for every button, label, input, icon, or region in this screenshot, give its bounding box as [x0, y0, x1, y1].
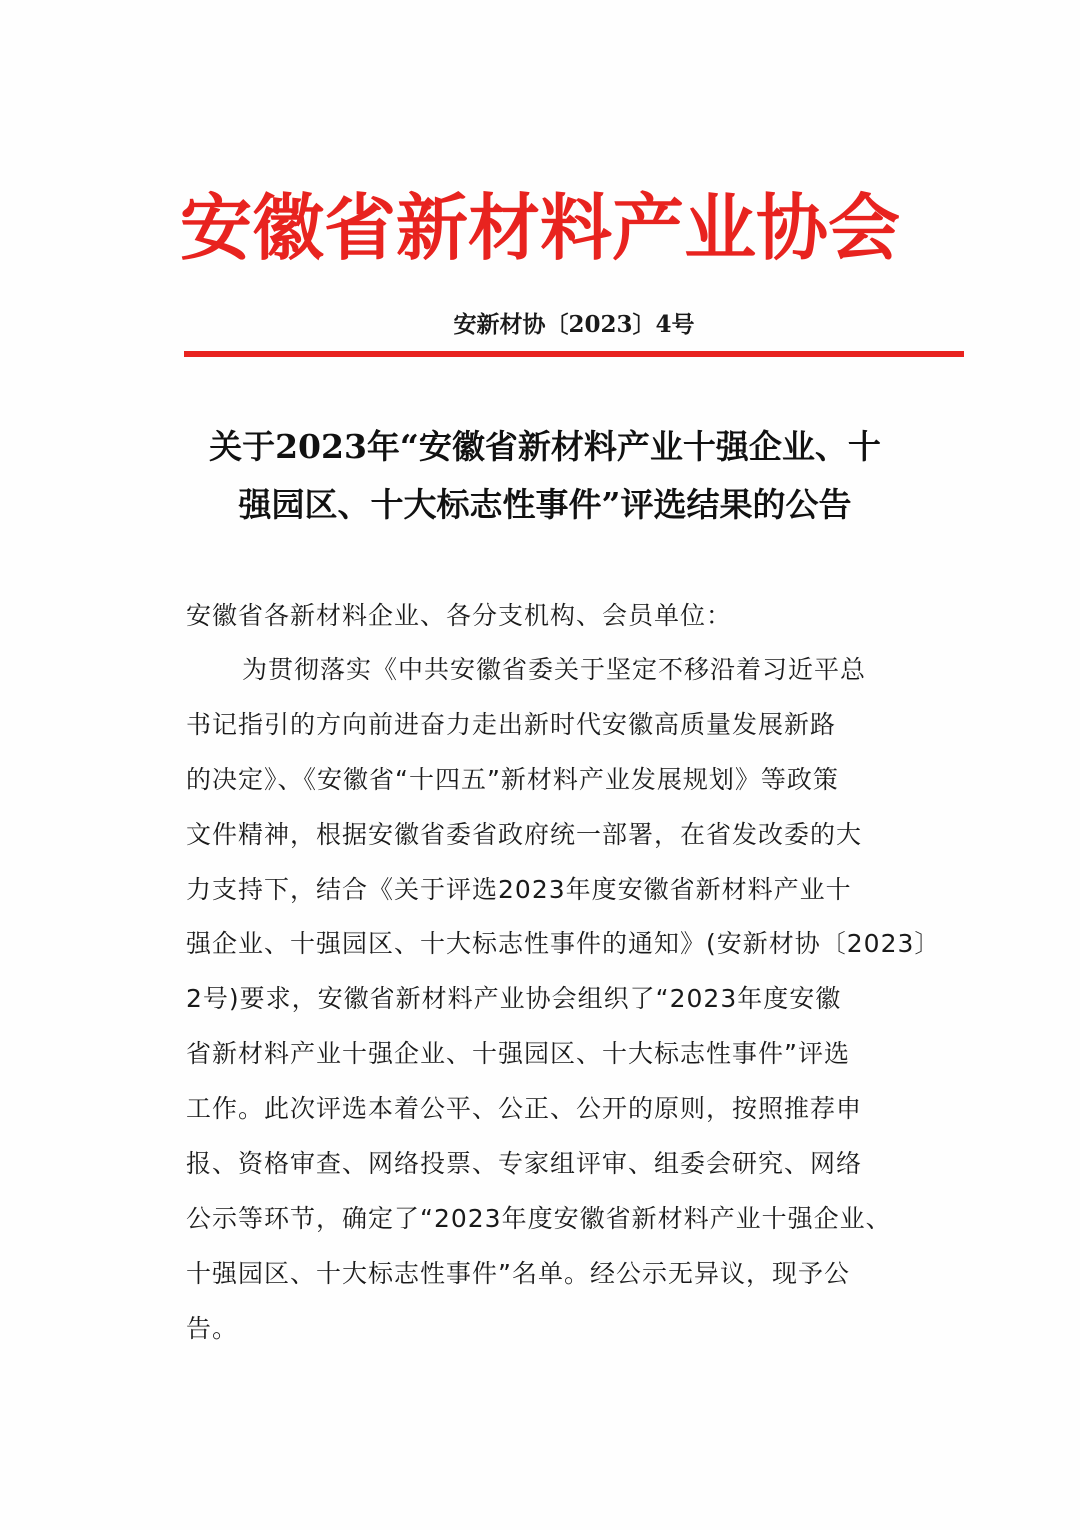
body-line: 2号)要求，安徽省新材料产业协会组织了“2023年度安徽 [186, 984, 842, 1014]
body-line: 的决定》、《安徽省“十四五”新材料产业发展规划》等政策 [186, 764, 839, 794]
body-line: 公示等环节，确定了“2023年度安徽省新材料产业十强企业、 [186, 1203, 892, 1233]
title-line-2: 强园区、十大标志性事件”评选结果的公告 [238, 485, 852, 524]
salutation: 安徽省各新材料企业、各分支机构、会员单位： [186, 601, 733, 630]
title-line-1: 关于2023年“安徽省新材料产业十强企业、十 [209, 427, 881, 466]
body-line: 工作。此次评选本着公平、公正、公开的原则，按照推荐申 [186, 1094, 863, 1124]
body-line: 十强园区、十大标志性事件”名单。经公示无异议，现予公 [186, 1258, 850, 1288]
red-divider-rule [184, 351, 964, 357]
body-line: 强企业、十强园区、十大标志性事件的通知》(安新材协〔2023〕 [186, 929, 941, 959]
body-line: 书记指引的方向前进奋力走出新时代安徽高质量发展新路 [186, 709, 837, 739]
body-line: 告。 [186, 1313, 239, 1343]
organization-masthead: 安徽省新材料产业协会 [179, 185, 900, 270]
body-text [186, 648, 941, 1362]
body-line: 报、资格审查、网络投票、专家组评审、组委会研究、网络 [186, 1149, 863, 1179]
announcement-title [180, 418, 910, 534]
body-line: 文件精神，根据安徽省委省政府统一部署，在省发改委的大 [186, 819, 863, 849]
body-line: 为贯彻落实《中共安徽省委关于坚定不移沿着习近平总 [242, 655, 867, 684]
body-line: 省新材料产业十强企业、十强园区、十大标志性事件”评选 [186, 1039, 850, 1069]
document-number: 安新材协〔2023〕4号 [453, 311, 695, 338]
body-line: 力支持下，结合《关于评选2023年度安徽省新材料产业十 [186, 874, 852, 904]
